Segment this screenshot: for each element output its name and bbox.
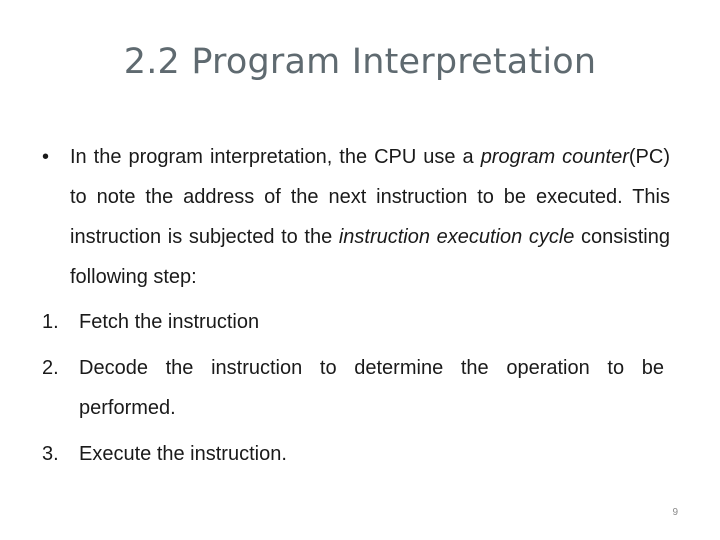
step-text: Execute the instruction. (79, 443, 287, 465)
bullet-paragraph (42, 137, 670, 297)
bullet-icon: • (42, 146, 50, 168)
bullet-row (42, 137, 670, 297)
step-number: 1. (42, 311, 59, 333)
page-number: 9 (672, 507, 678, 518)
slide-title: 2.2 Program Interpretation (123, 42, 597, 82)
bullet-text-part1: In the program interpretation, the CPU use a (70, 146, 481, 168)
step-number: 3. (42, 443, 59, 465)
step-text: Decode the instruction to determine the operation to be performed. (79, 357, 664, 419)
steps-list (42, 302, 664, 480)
bullet-text-part3: consisting following step: (70, 226, 670, 288)
bullet-term-instruction-execution-cycle: instruction execution cycle (338, 226, 575, 248)
bullet-text-part2: (PC) to note the address of the next instruction to be executed. This instruction is subjected to the (70, 146, 670, 248)
bullet-text (70, 137, 670, 297)
list-item (42, 348, 664, 428)
step-text: Fetch the instruction (79, 311, 260, 333)
bullet-term-program-counter: program counter (480, 146, 629, 168)
list-item (42, 434, 664, 474)
list-item (42, 302, 664, 342)
step-number: 2. (42, 357, 59, 379)
